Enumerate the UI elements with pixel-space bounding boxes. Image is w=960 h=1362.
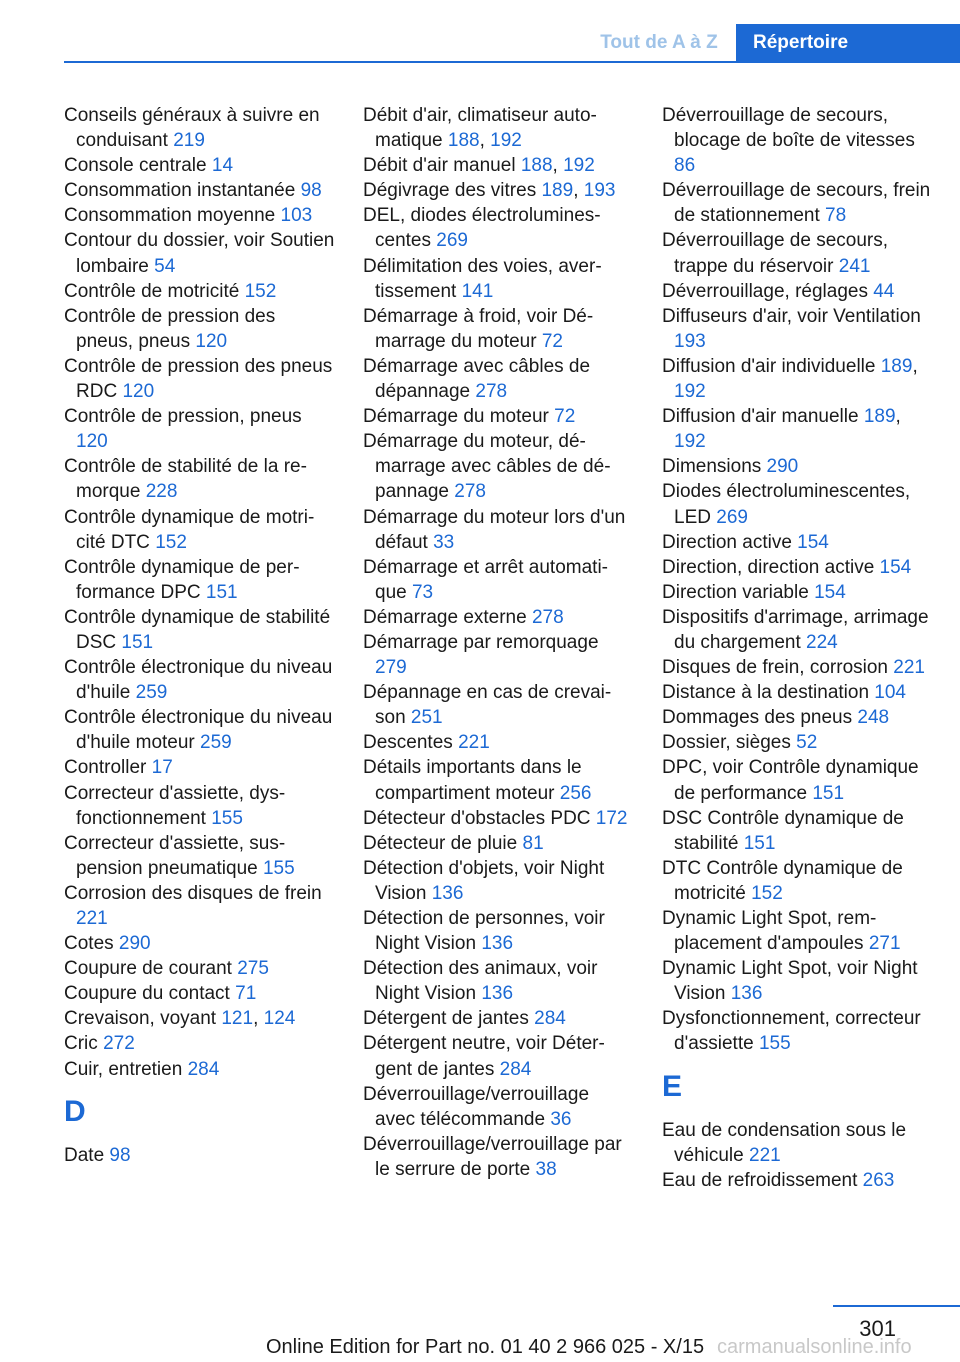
page-link[interactable]: 189 bbox=[541, 180, 574, 202]
page-link[interactable]: 54 bbox=[154, 255, 176, 277]
index-entry bbox=[64, 781, 336, 831]
index-term: Descentes bbox=[363, 732, 453, 754]
index-term: Détergent de jantes bbox=[363, 1008, 529, 1030]
index-term: Déverrouillage/verrouillage avec télécommande bbox=[363, 1083, 590, 1130]
index-entry bbox=[64, 354, 336, 404]
index-entry bbox=[64, 304, 336, 354]
index-term: Dynamic Light Spot, remplacement d'ampoules bbox=[662, 908, 877, 955]
index-term: Disques de frein, corrosion bbox=[662, 657, 888, 679]
index-term: DEL, diodes électroluminescentes bbox=[363, 205, 601, 252]
page-link[interactable]: 33 bbox=[433, 531, 455, 553]
page-link[interactable]: 290 bbox=[118, 933, 151, 955]
index-entry: Débit d'air, climatiseur automatique 188, 192 bbox=[363, 105, 597, 152]
page-link[interactable]: 188 bbox=[447, 130, 480, 152]
index-entry bbox=[363, 856, 633, 906]
index-entry: Dégivrage des vitres 189, 193 bbox=[363, 180, 616, 202]
index-term: Diffusion d'air individuelle bbox=[662, 355, 876, 377]
index-term: Conseils généraux à suivre en conduisant bbox=[64, 105, 320, 152]
watermark: carmanualsonline.info bbox=[717, 1336, 912, 1358]
index-term: Distance à la destination bbox=[662, 682, 870, 704]
index-term: Délimitation des voies, avertissement bbox=[363, 255, 602, 302]
index-entry bbox=[64, 1143, 336, 1168]
index-entry bbox=[662, 1006, 934, 1056]
index-entry bbox=[64, 831, 336, 881]
index-entry bbox=[662, 730, 934, 755]
page-link[interactable]: 136 bbox=[730, 983, 763, 1005]
index-entry bbox=[662, 655, 934, 680]
index-entry bbox=[363, 906, 633, 956]
index-term: Contrôle dynamique de motricité DTC bbox=[64, 506, 315, 553]
page-link[interactable]: 154 bbox=[797, 531, 829, 553]
page-link[interactable]: 271 bbox=[868, 933, 901, 955]
index-entry bbox=[64, 153, 336, 178]
index-term: Contour du dossier, voir Soutien lombaire bbox=[64, 230, 335, 277]
page-link[interactable]: 120 bbox=[195, 330, 228, 352]
index-term: Diffuseurs d'air, voir Ventilation bbox=[662, 305, 921, 327]
page-link[interactable]: 193 bbox=[674, 330, 706, 352]
index-entry bbox=[363, 956, 633, 1006]
index-entry bbox=[363, 429, 633, 504]
page-link[interactable]: 275 bbox=[237, 958, 269, 980]
index-entry bbox=[363, 254, 633, 304]
index-term: Déverrouillage de secours, trappe du réservoir bbox=[662, 230, 889, 277]
page-link[interactable]: 278 bbox=[475, 381, 508, 403]
page-link[interactable]: 284 bbox=[499, 1058, 532, 1080]
index-entry bbox=[662, 103, 934, 178]
page-link[interactable]: 256 bbox=[559, 782, 592, 804]
index-term: Déverrouillage, réglages bbox=[662, 280, 868, 302]
index-term: Contrôle de motricité bbox=[64, 280, 240, 302]
index-entry bbox=[64, 404, 336, 454]
index-entry bbox=[363, 1006, 633, 1031]
page-link[interactable]: 193 bbox=[583, 180, 616, 202]
page-link[interactable]: 141 bbox=[461, 280, 494, 302]
tab-tout-de-a-a-z[interactable]: Tout de A à Z bbox=[600, 32, 718, 53]
index-entry bbox=[64, 931, 336, 956]
page-link[interactable]: 103 bbox=[280, 205, 313, 227]
page-link[interactable]: 152 bbox=[751, 882, 783, 904]
page-link[interactable]: 228 bbox=[145, 481, 178, 503]
index-term: Contrôle de pression des pneus, pneus bbox=[64, 305, 276, 352]
index-term: Détecteur de pluie bbox=[363, 832, 518, 854]
page-link[interactable]: 155 bbox=[262, 857, 295, 879]
index-term: Démarrage et arrêt automatique bbox=[363, 556, 608, 603]
index-term: Crevaison, voyant bbox=[64, 1008, 217, 1030]
index-term: Contrôle de stabilité de la remorque bbox=[64, 456, 307, 503]
page-link[interactable]: 219 bbox=[173, 130, 205, 152]
index-entry bbox=[363, 203, 633, 253]
tab-repertoire[interactable]: Répertoire bbox=[736, 24, 960, 62]
index-term: Contrôle de pression des pneus RDC bbox=[64, 355, 333, 403]
index-entry bbox=[64, 203, 336, 228]
index-entry bbox=[64, 655, 336, 705]
section-letter: E bbox=[662, 1069, 683, 1103]
index-entry bbox=[363, 806, 633, 831]
index-term: Détection des animaux, voir Night Vision bbox=[363, 958, 598, 1005]
index-term: Dommages des pneus bbox=[662, 707, 853, 729]
page-link[interactable]: 278 bbox=[531, 606, 564, 628]
page-link[interactable]: 72 bbox=[554, 406, 576, 428]
page-link[interactable]: 192 bbox=[490, 130, 522, 152]
page-link[interactable]: 120 bbox=[76, 431, 108, 453]
index-entry bbox=[662, 304, 934, 354]
index-term: Dispositifs d'arrimage, arrimage du chargement bbox=[662, 606, 929, 653]
page-link[interactable]: 154 bbox=[879, 556, 912, 578]
index-entry bbox=[64, 103, 336, 153]
index-term: Consommation moyenne bbox=[64, 205, 276, 227]
index-term: Déverrouillage/verrouillage par le serrure de porte bbox=[363, 1133, 622, 1180]
index-entry bbox=[64, 279, 336, 304]
page-link[interactable]: 72 bbox=[541, 330, 563, 352]
index-term: Dimensions bbox=[662, 456, 762, 478]
index-term: Cotes bbox=[64, 933, 114, 955]
page-link[interactable]: 259 bbox=[200, 732, 232, 754]
index-entry bbox=[363, 730, 633, 755]
index-entry bbox=[64, 605, 336, 655]
page-link[interactable]: 136 bbox=[481, 983, 514, 1005]
index-term: Cuir, entretien bbox=[64, 1058, 183, 1080]
page-link[interactable]: 263 bbox=[862, 1169, 895, 1191]
index-entry bbox=[64, 881, 336, 931]
index-entry: Diffusion d'air individuelle 189, 192 bbox=[662, 355, 918, 403]
index-entry bbox=[64, 454, 336, 504]
index-entry bbox=[662, 680, 934, 705]
index-entry bbox=[363, 354, 633, 404]
page-link[interactable]: 52 bbox=[796, 732, 818, 754]
page-link[interactable]: 221 bbox=[458, 732, 490, 754]
page-header bbox=[0, 0, 960, 62]
index-entry bbox=[662, 1168, 934, 1193]
page-link[interactable]: 44 bbox=[873, 280, 895, 302]
index-term: Détection d'objets, voir Night Vision bbox=[363, 857, 605, 904]
page-link[interactable]: 14 bbox=[211, 155, 234, 177]
index-term: Contrôle dynamique de stabilité DSC bbox=[64, 606, 331, 653]
page-link[interactable]: 284 bbox=[187, 1058, 220, 1080]
index-term: Démarrage avec câbles de dépannage bbox=[363, 355, 591, 403]
index-term: Correcteur d'assiette, suspension pneumatique bbox=[64, 832, 286, 879]
page-link[interactable]: 188 bbox=[520, 155, 553, 177]
index-entry bbox=[64, 1057, 336, 1082]
index-entry bbox=[64, 1031, 336, 1056]
index-term: Coupure de courant bbox=[64, 958, 232, 980]
index-term: DTC Contrôle dynamique de motricité bbox=[662, 857, 903, 904]
page-link[interactable]: 189 bbox=[880, 355, 913, 377]
page-link[interactable]: 98 bbox=[300, 180, 322, 202]
page-link[interactable]: 248 bbox=[857, 707, 890, 729]
index-entry bbox=[363, 304, 633, 354]
index-entry bbox=[662, 755, 934, 805]
page-link[interactable]: 17 bbox=[151, 757, 173, 779]
index-term: Démarrage par remorquage bbox=[363, 631, 599, 653]
index-term: Déverrouillage de secours, blocage de boîte de vitesses bbox=[662, 105, 915, 152]
page-link[interactable]: 71 bbox=[235, 983, 257, 1005]
page-link[interactable]: 269 bbox=[436, 230, 468, 252]
index-column-2 bbox=[363, 103, 633, 1182]
page-link[interactable]: 290 bbox=[766, 456, 799, 478]
index-entry bbox=[64, 178, 336, 203]
page-link[interactable]: 136 bbox=[431, 882, 464, 904]
index-term: Démarrage du moteur bbox=[363, 406, 549, 428]
page-link[interactable]: 155 bbox=[758, 1033, 791, 1055]
index-entry bbox=[662, 856, 934, 906]
index-entry bbox=[363, 680, 633, 730]
index-term: Diodes électroluminescentes, LED bbox=[662, 481, 911, 528]
page-link[interactable]: 284 bbox=[534, 1008, 566, 1030]
page-link[interactable]: 36 bbox=[550, 1108, 572, 1130]
index-term: Démarrage à froid, voir Démarrage du moteur bbox=[363, 305, 594, 352]
index-term: Dysfonctionnement, correcteur d'assiette bbox=[662, 1008, 921, 1055]
index-entry bbox=[64, 705, 336, 755]
index-term: Eau de refroidissement bbox=[662, 1169, 858, 1191]
index-entry bbox=[662, 580, 934, 605]
index-term: Consommation instantanée bbox=[64, 180, 296, 202]
index-column-1 bbox=[64, 103, 336, 1168]
index-term: Eau de condensation sous le véhicule bbox=[662, 1119, 907, 1166]
index-entry bbox=[64, 755, 336, 780]
index-entry bbox=[363, 1082, 633, 1132]
index-column-3 bbox=[662, 103, 934, 1193]
index-term: Corrosion des disques de frein bbox=[64, 882, 322, 904]
page-number: 301 bbox=[859, 1316, 896, 1341]
index-term: Controller bbox=[64, 757, 147, 779]
page-link[interactable]: 221 bbox=[749, 1144, 781, 1166]
page-link[interactable]: 81 bbox=[522, 832, 544, 854]
page-link[interactable]: 241 bbox=[838, 255, 871, 277]
index-entry bbox=[662, 530, 934, 555]
page-link[interactable]: 154 bbox=[814, 581, 846, 603]
header-divider bbox=[64, 61, 960, 63]
index-term: DPC, voir Contrôle dynamique de performance bbox=[662, 757, 919, 804]
index-term: Console centrale bbox=[64, 155, 207, 177]
page-link[interactable]: 224 bbox=[806, 631, 838, 653]
index-term: Contrôle électronique du niveau d'huile bbox=[64, 657, 333, 704]
page-link[interactable]: 192 bbox=[563, 155, 595, 177]
page-link[interactable]: 151 bbox=[205, 581, 238, 603]
index-entry bbox=[64, 956, 336, 981]
page-link[interactable]: 152 bbox=[244, 280, 277, 302]
page-link[interactable]: 272 bbox=[103, 1033, 135, 1055]
index-term: Dépannage en cas de crevaison bbox=[363, 682, 612, 729]
index-entry: Débit d'air manuel 188, 192 bbox=[363, 155, 595, 177]
index-term: Détecteur d'obstacles PDC bbox=[363, 807, 591, 829]
index-term: Direction, direction active bbox=[662, 556, 875, 578]
index-term: Correcteur d'assiette, dysfonctionnement bbox=[64, 782, 286, 829]
index-entry bbox=[64, 981, 336, 1006]
index-entry bbox=[662, 906, 934, 956]
index-entry bbox=[662, 705, 934, 730]
page-link[interactable]: 189 bbox=[863, 406, 896, 428]
page-link[interactable]: 86 bbox=[674, 155, 696, 177]
index-entry bbox=[662, 228, 934, 278]
page-link[interactable]: 278 bbox=[454, 481, 486, 503]
page-link[interactable]: 73 bbox=[411, 581, 434, 603]
index-term: Déverrouillage de secours, frein de stationnement bbox=[662, 180, 931, 227]
index-entry bbox=[662, 956, 934, 1006]
index-term: Dynamic Light Spot, voir Night Vision bbox=[662, 958, 918, 1005]
index-entry bbox=[363, 831, 633, 856]
index-entry bbox=[363, 630, 633, 680]
index-entry bbox=[662, 279, 934, 304]
index-term: Contrôle électronique du niveau d'huile moteur bbox=[64, 707, 333, 754]
index-entry bbox=[64, 505, 336, 555]
index-entry bbox=[363, 555, 633, 605]
index-term: Débit d'air manuel bbox=[363, 155, 516, 177]
index-entry bbox=[64, 228, 336, 278]
page-link[interactable]: 136 bbox=[481, 933, 514, 955]
index-term: Débit d'air, climatiseur automatique bbox=[363, 105, 597, 152]
page-link[interactable]: 259 bbox=[135, 682, 168, 704]
index-entry bbox=[662, 555, 934, 580]
index-term: Démarrage du moteur, démarrage avec câbles de dépannage bbox=[363, 431, 611, 503]
index-term: DSC Contrôle dynamique de stabilité bbox=[662, 807, 904, 854]
page-link[interactable]: 279 bbox=[375, 657, 407, 679]
index-term: Démarrage du moteur lors d'un défaut bbox=[363, 506, 626, 553]
index-term: Cric bbox=[64, 1033, 98, 1055]
index-entry bbox=[64, 555, 336, 605]
page-link[interactable]: 192 bbox=[674, 381, 706, 403]
index-term: Détection de personnes, voir Night Vision bbox=[363, 908, 605, 955]
index-entry bbox=[662, 806, 934, 856]
index-term: Coupure du contact bbox=[64, 983, 230, 1005]
page-link[interactable]: 151 bbox=[121, 631, 154, 653]
page-link[interactable]: 78 bbox=[825, 205, 847, 227]
page-link[interactable]: 221 bbox=[893, 657, 925, 679]
page-link[interactable]: 152 bbox=[155, 531, 187, 553]
page-link[interactable]: 120 bbox=[122, 381, 155, 403]
index-entry bbox=[363, 1132, 633, 1182]
page-link[interactable]: 38 bbox=[535, 1158, 557, 1180]
page-link[interactable]: 221 bbox=[76, 908, 108, 929]
index-entry bbox=[662, 479, 934, 529]
index-entry bbox=[662, 178, 934, 228]
index-term: Détergent neutre, voir Détergent de jantes bbox=[363, 1033, 605, 1080]
index-entry bbox=[363, 1031, 633, 1081]
index-term: Dossier, sièges bbox=[662, 732, 791, 754]
index-entry bbox=[662, 1118, 934, 1168]
page-link[interactable]: 251 bbox=[410, 707, 443, 729]
page-link[interactable]: 155 bbox=[211, 807, 243, 829]
page-link[interactable]: 124 bbox=[263, 1008, 296, 1030]
index-term: Direction variable bbox=[662, 581, 809, 603]
index-term: Détails importants dans le compartiment moteur bbox=[363, 757, 582, 804]
index-entry bbox=[662, 605, 934, 655]
index-entry bbox=[363, 605, 633, 630]
index-entry bbox=[662, 454, 934, 479]
index-term: Contrôle de pression, pneus bbox=[64, 406, 302, 428]
index-entry bbox=[363, 505, 633, 555]
page-link[interactable]: 269 bbox=[716, 506, 748, 528]
index-term: Diffusion d'air manuelle bbox=[662, 406, 859, 428]
index-term: Dégivrage des vitres bbox=[363, 180, 537, 202]
index-term: Démarrage externe bbox=[363, 606, 527, 628]
index-term: Contrôle dynamique de performance DPC bbox=[64, 556, 300, 603]
page-link[interactable]: 151 bbox=[812, 782, 845, 804]
page-link[interactable]: 98 bbox=[109, 1144, 131, 1166]
page-link[interactable]: 121 bbox=[221, 1008, 254, 1030]
section-letter: D bbox=[64, 1094, 86, 1128]
page-link[interactable]: 172 bbox=[595, 807, 628, 829]
page-link[interactable]: 192 bbox=[674, 431, 706, 453]
index-term: Direction active bbox=[662, 531, 792, 553]
footer-divider bbox=[833, 1305, 960, 1307]
index-entry bbox=[363, 755, 633, 805]
page-link[interactable]: 151 bbox=[743, 832, 776, 854]
edition-footer: Online Edition for Part no. 01 40 2 966 025 - X/15 bbox=[266, 1336, 705, 1358]
index-term: Date bbox=[64, 1144, 105, 1166]
index-entry bbox=[363, 404, 633, 429]
index-entry: Crevaison, voyant 121, 124 bbox=[64, 1008, 296, 1030]
index-entry: Diffusion d'air manuelle 189, 192 bbox=[662, 406, 901, 453]
page-link[interactable]: 104 bbox=[874, 682, 906, 704]
